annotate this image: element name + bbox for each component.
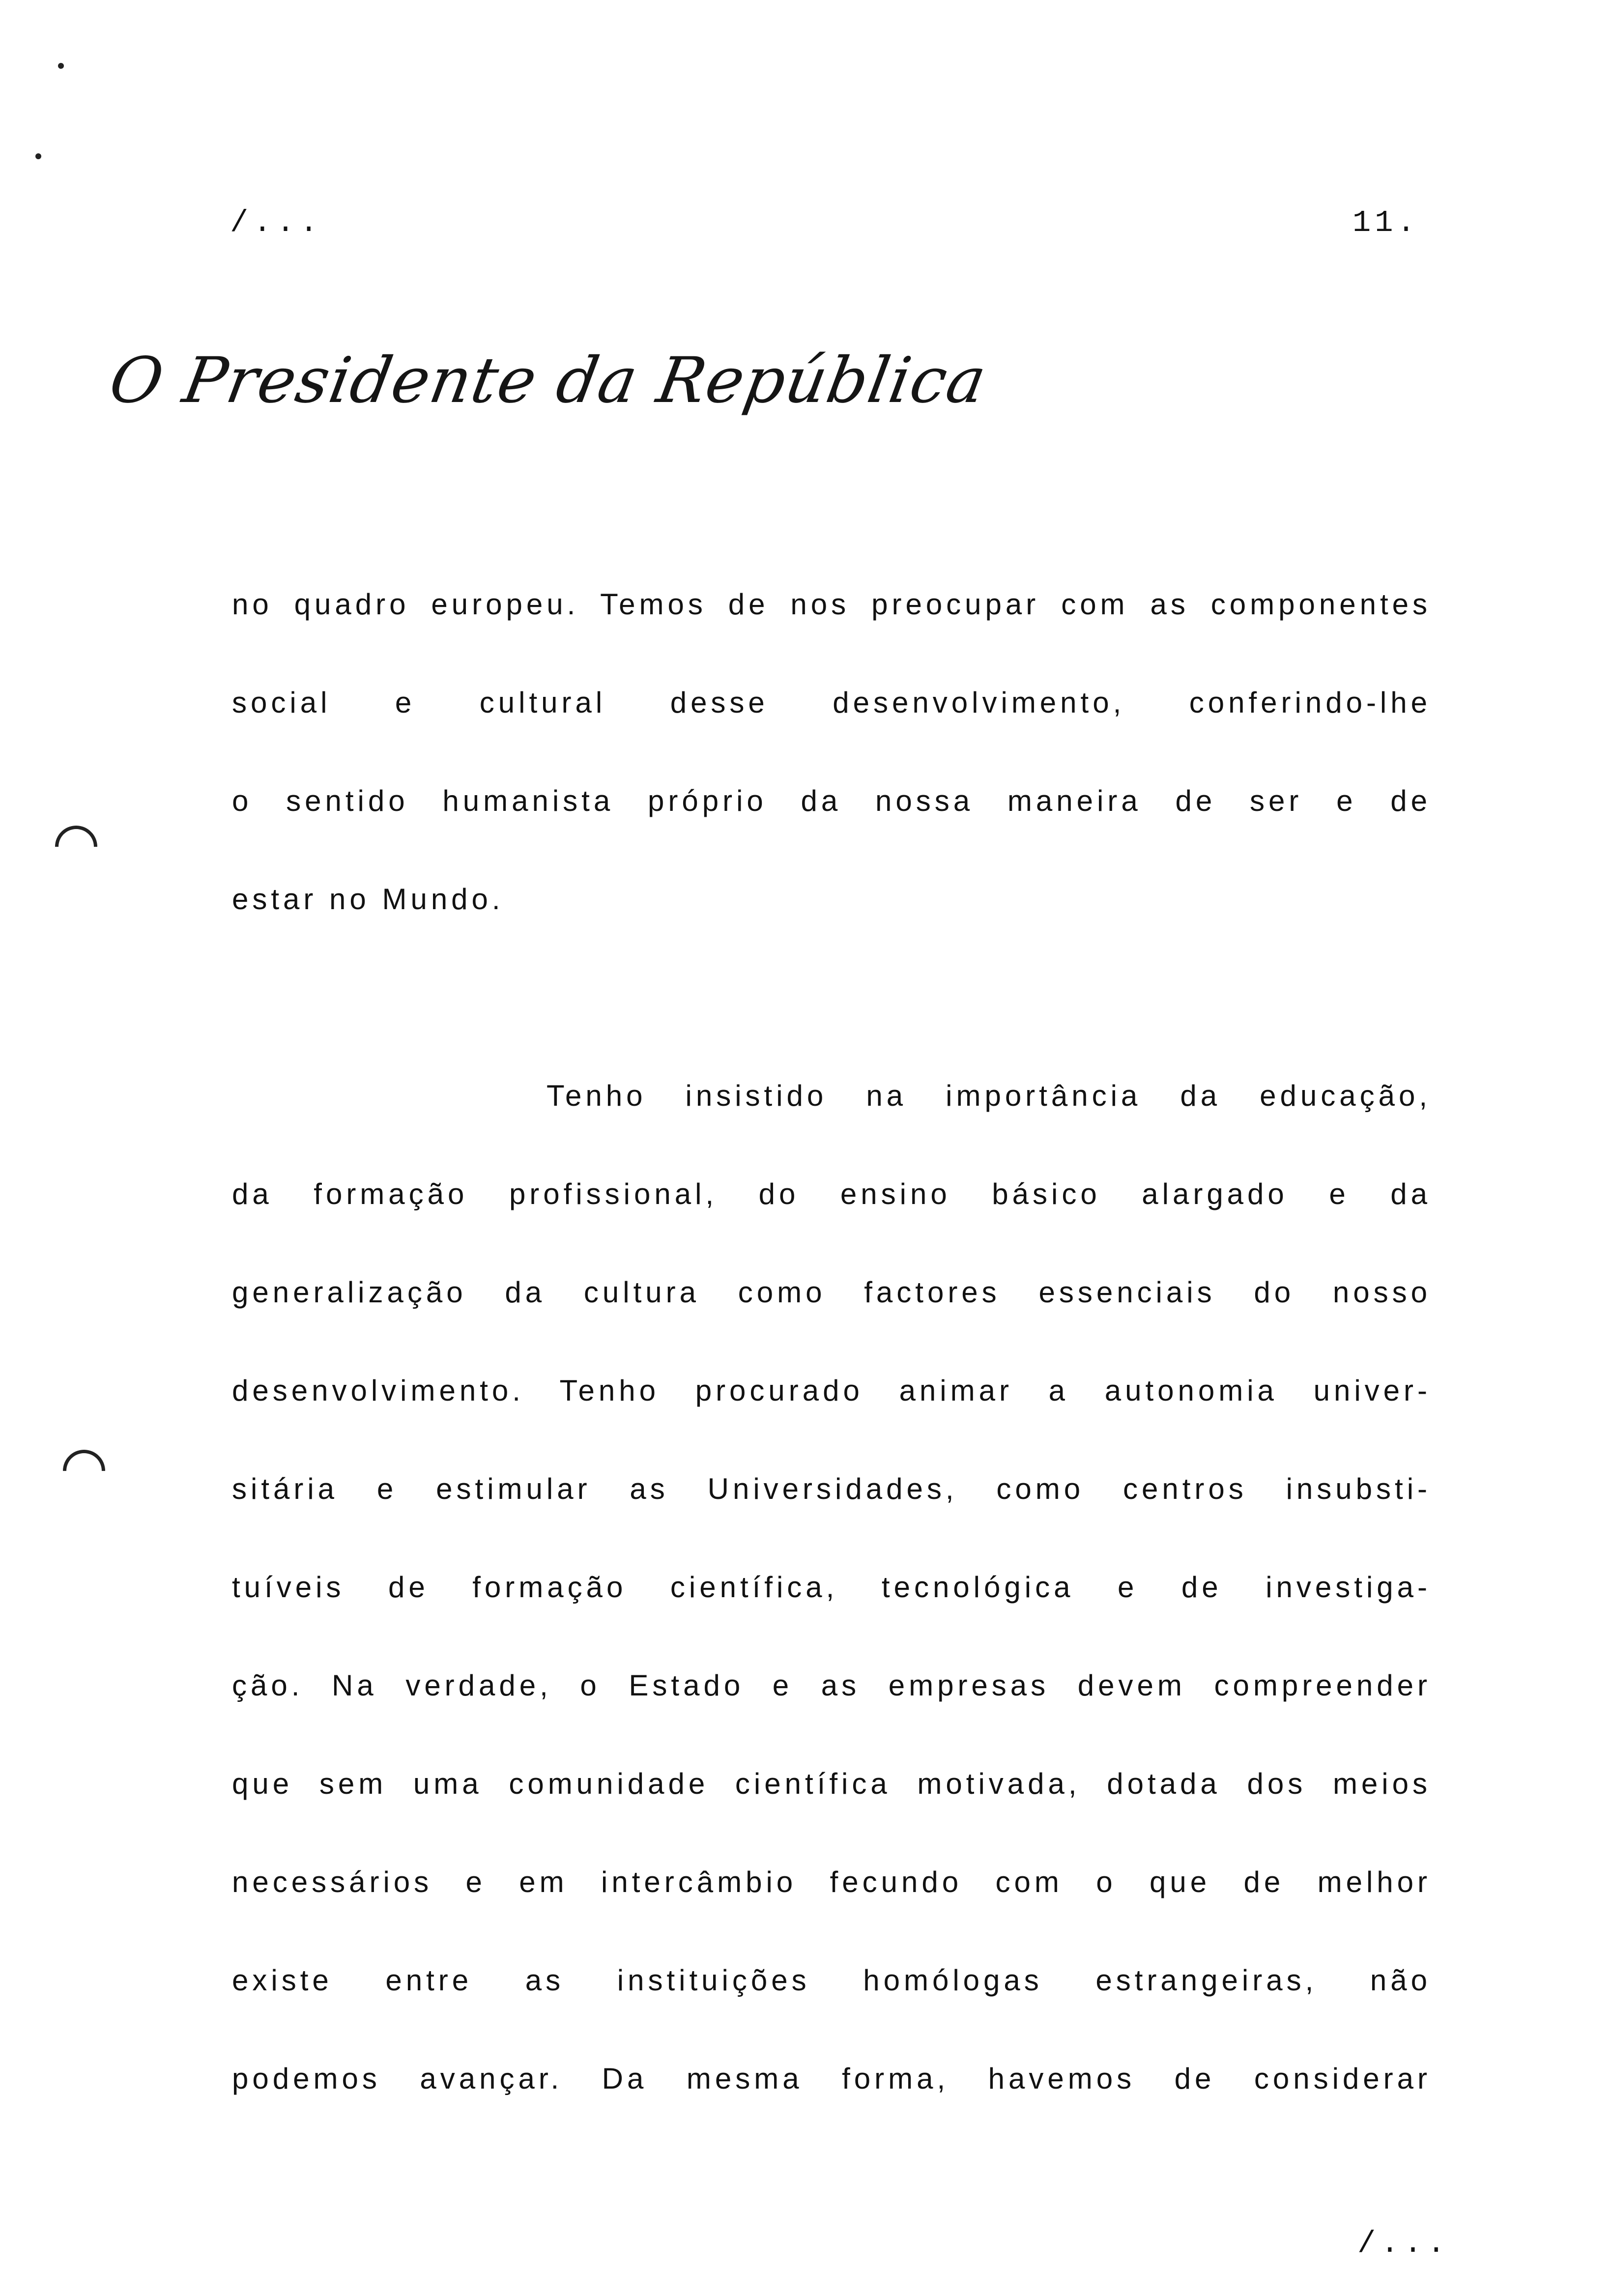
- paragraph-gap: [232, 963, 1431, 1062]
- page-number: 11.: [1353, 205, 1419, 240]
- text-line: necessários e em intercâmbio fecundo com o que de melhor: [232, 1866, 1431, 1898]
- continuation-mark-bottom: /...: [1357, 2226, 1450, 2261]
- text-line: que sem uma comunidade científica motivada, dotada dos meios: [232, 1767, 1431, 1800]
- text-line: ção. Na verdade, o Estado e as empresas devem compreender: [232, 1669, 1431, 1702]
- paragraph-2: [232, 1062, 1431, 2143]
- text-line: Tenho insistido na importância da educação,: [547, 1079, 1431, 1112]
- continuation-mark-top: /...: [230, 205, 323, 240]
- punch-hole-icon: [54, 1441, 114, 1501]
- scan-speck: [35, 153, 41, 159]
- text-line: o sentido humanista próprio da nossa maneira de ser e de: [232, 784, 1431, 817]
- body-text: [232, 570, 1431, 2143]
- text-line: sitária e estimular as Universidades, como centros insubsti-: [232, 1472, 1431, 1505]
- text-line: da formação profissional, do ensino básico alargado e da: [232, 1177, 1431, 1210]
- text-line: tuíveis de formação científica, tecnológica e de investiga-: [232, 1571, 1431, 1604]
- text-line: estar no Mundo.: [232, 883, 504, 916]
- text-line: desenvolvimento. Tenho procurado animar a autonomia univer-: [232, 1374, 1431, 1407]
- letterhead-title: O Presidente da República: [104, 344, 992, 417]
- text-line: no quadro europeu. Temos de nos preocupar com as componentes: [232, 588, 1431, 621]
- scan-speck: [58, 63, 64, 69]
- text-line: social e cultural desse desenvolvimento, conferindo-lhe: [232, 686, 1431, 719]
- text-line: generalização da cultura como factores essenciais do nosso: [232, 1276, 1431, 1309]
- paragraph-1: [232, 570, 1431, 963]
- text-line: existe entre as instituições homólogas estrangeiras, não: [232, 1964, 1431, 1997]
- punch-hole-icon: [46, 817, 106, 877]
- text-line: podemos avançar. Da mesma forma, havemos de considerar: [232, 2062, 1431, 2095]
